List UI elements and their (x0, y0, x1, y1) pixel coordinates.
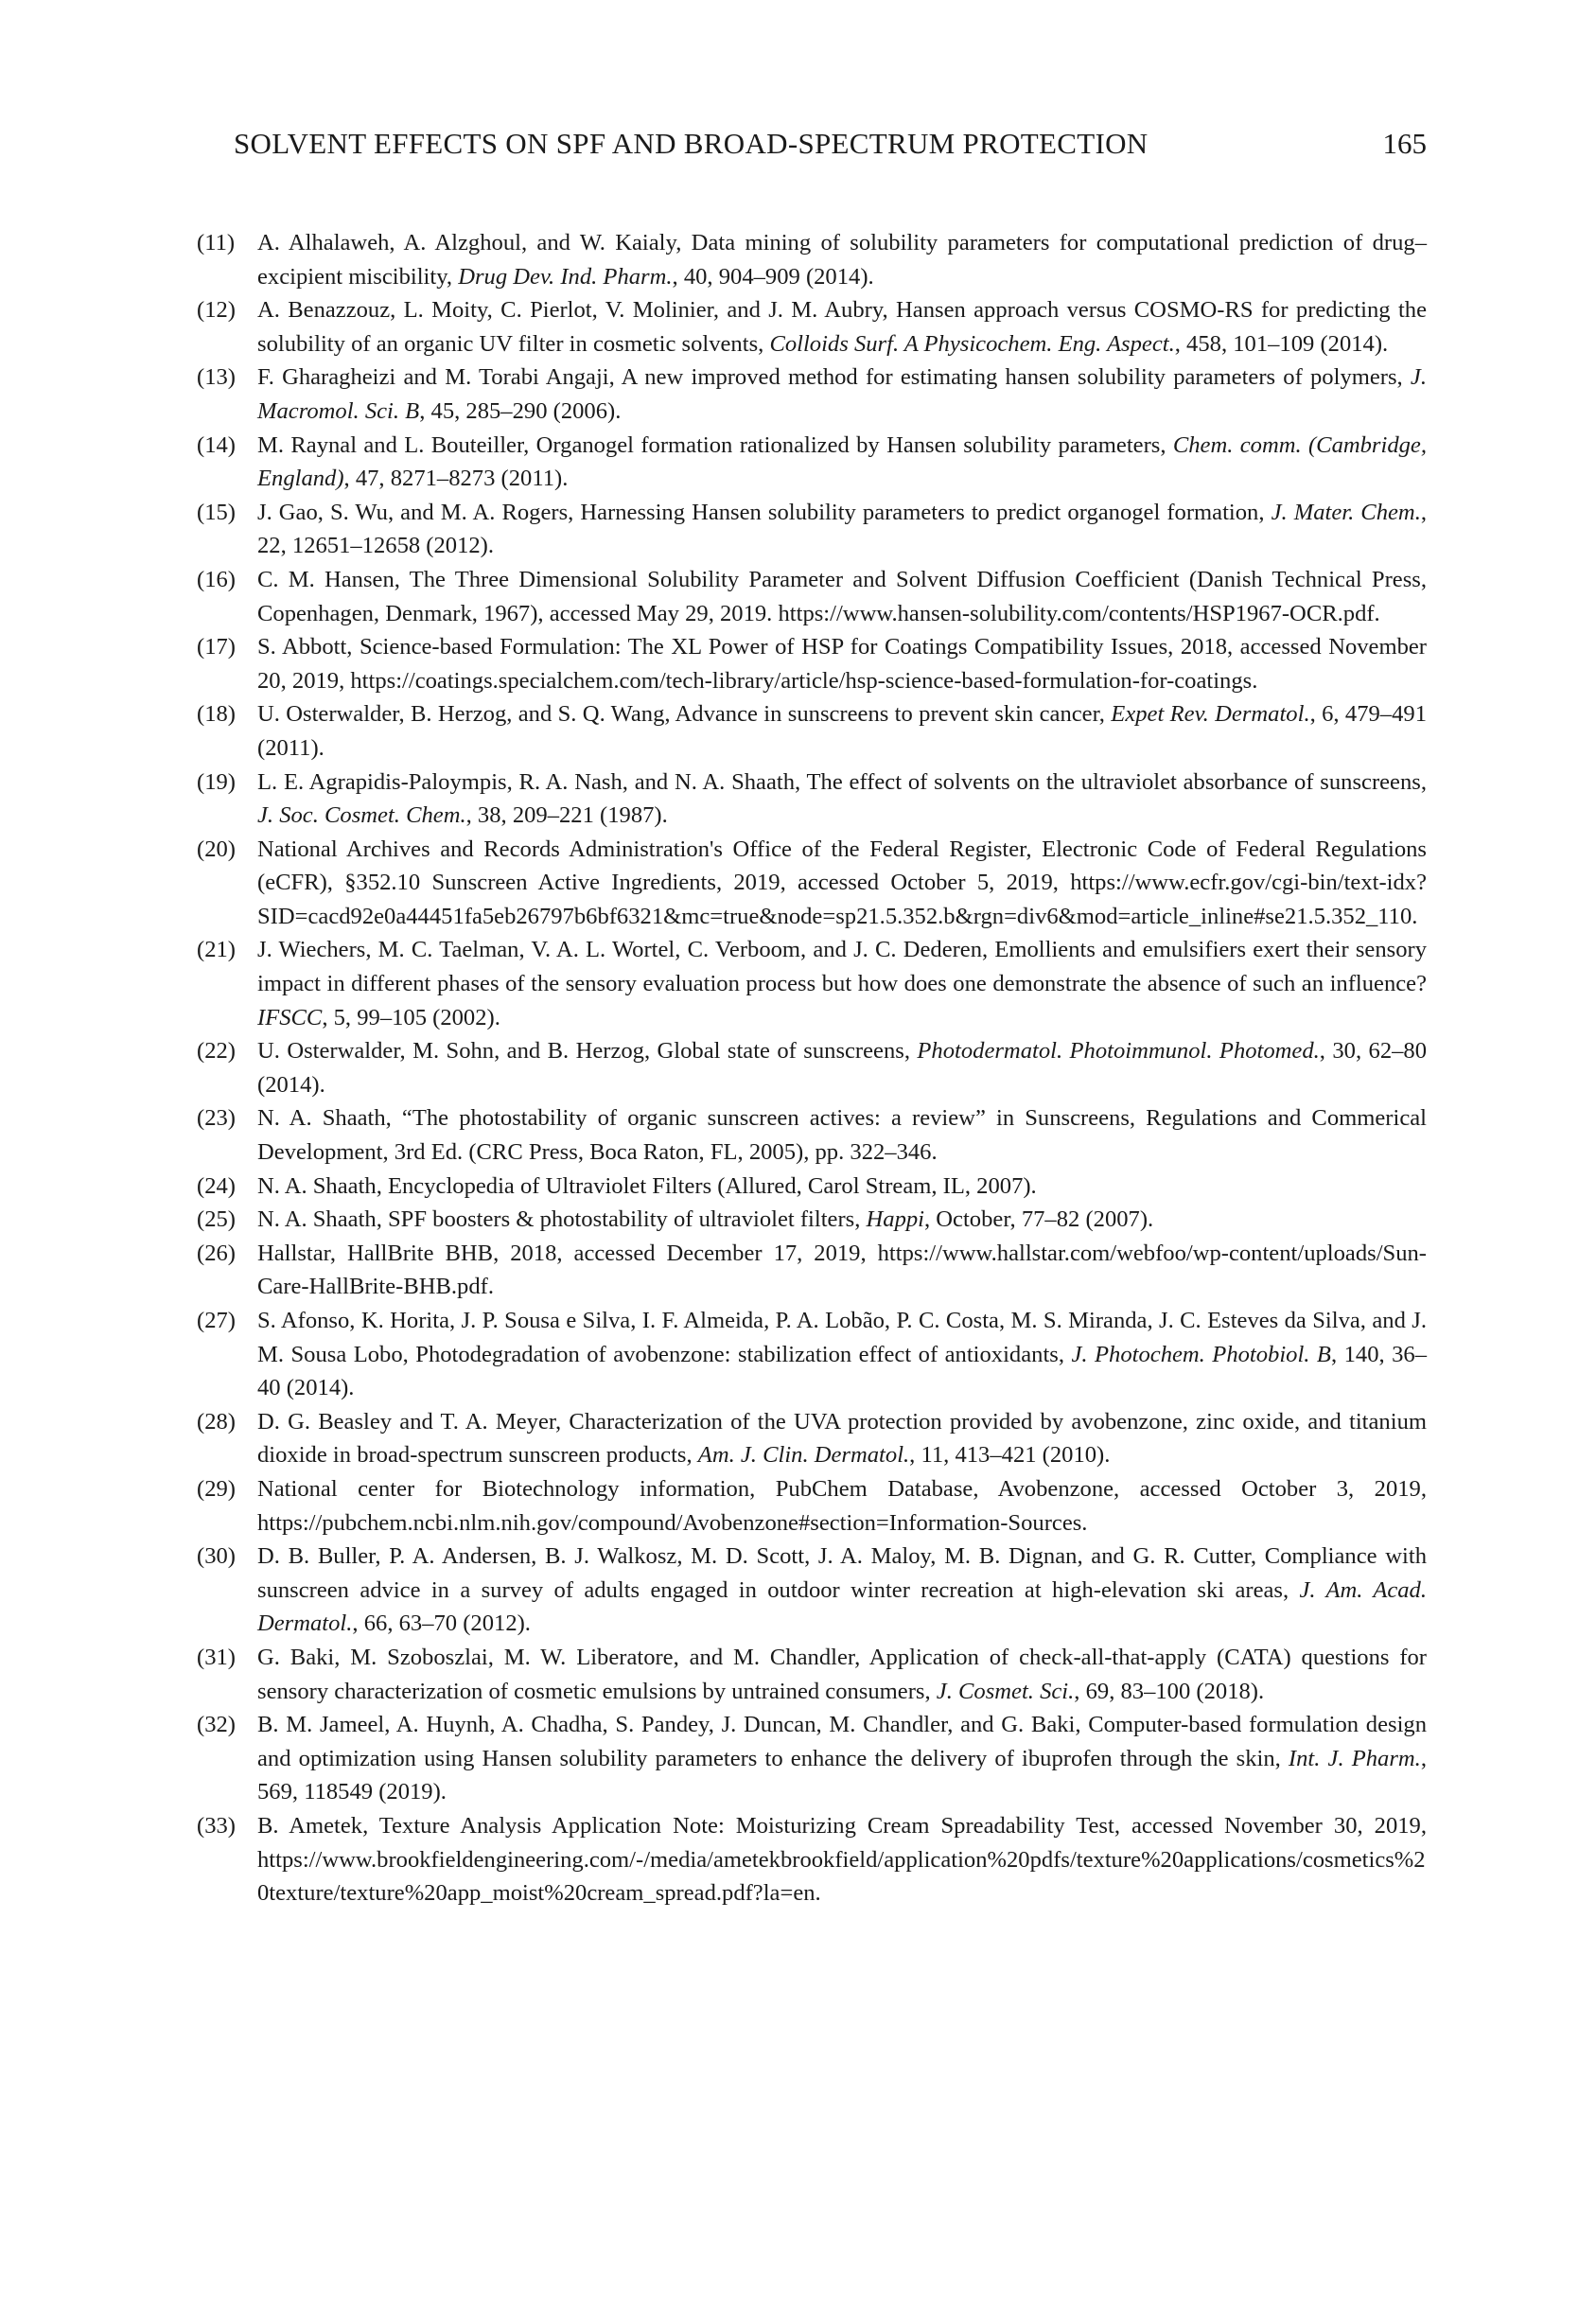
reference-pages-year: , 209–221 (1987). (500, 802, 668, 829)
reference-citation: U. Osterwalder, B. Herzog, and S. Q. Wang, Advance in sunscreens to prevent skin cancer, (257, 701, 1112, 728)
reference-journal: J. Soc. Cosmet. Chem. (257, 802, 466, 829)
reference-text: U. Osterwalder, B. Herzog, and S. Q. Wang, Advance in sunscreens to prevent skin cancer, Expet Rev. Dermatol., 6, 479–491 (2011). (257, 701, 1427, 761)
reference-text (257, 1813, 1427, 1906)
reference-journal: Expet Rev. Dermatol. (1111, 701, 1310, 728)
reference-pages-year: , 83–100 (2018). (1109, 1678, 1265, 1704)
reference-volume: 38 (477, 802, 501, 829)
reference-item (197, 833, 1427, 934)
reference-text (257, 1105, 1427, 1165)
reference-journal: J. Mater. Chem. (1271, 499, 1421, 525)
reference-item (197, 563, 1427, 630)
reference-citation: C. M. Hansen, The Three Dimensional Solubility Parameter and Solvent Diffusion Coefficient (Danish Technical Press, Copenhagen, Denmark, 1967), accessed May 29, 2019. https://www.hansen-solubility.com/contents/HSP1967-OCR.pdf. (257, 566, 1427, 626)
reference-number: (26) (197, 1240, 236, 1266)
reference-journal: Photodermatol. Photoimmunol. Photomed. (917, 1038, 1320, 1065)
reference-text (257, 1206, 1153, 1232)
reference-citation: J. Wiechers, M. C. Taelman, V. A. L. Wortel, C. Verboom, and J. C. Dederen, Emollients and emulsifiers exert their sensory impact in different phases of the sensory evaluation process but how does one demonstrate the absence of such an influence? (257, 937, 1427, 997)
reference-number: (20) (197, 836, 236, 862)
reference-item (197, 630, 1427, 697)
reference-pages-year: , 36–40 (2014). (257, 1341, 1428, 1401)
reference-journal: IFSCC (257, 1004, 323, 1030)
reference-pages-year: , 63–70 (2012). (387, 1611, 531, 1637)
reference-number: (33) (197, 1812, 236, 1839)
reference-citation: G. Baki, M. Szoboszlai, M. W. Liberatore, and M. Chandler, Application of check-all-that-apply (CATA) questions for sensory characterization of cosmetic emulsions by untrained consumers, (257, 1644, 1427, 1704)
reference-pages-year: , 904–909 (2014). (707, 263, 874, 290)
reference-text (257, 1476, 1427, 1536)
reference-item (197, 226, 1427, 293)
reference-number: (28) (197, 1408, 236, 1435)
reference-text: F. Gharagheizi and M. Torabi Angaji, A new improved method for estimating hansen solubility parameters of polymers, J. Macromol. Sci. B, 45, 285–290 (2006). (257, 364, 1427, 424)
reference-text: L. E. Agrapidis-Paloympis, R. A. Nash, and N. A. Shaath, The effect of solvents on the ultraviolet absorbance of sunscreens, J. Soc. Cosmet. Chem., 38, 209–221 (1987). (257, 768, 1427, 829)
reference-item (197, 766, 1427, 833)
reference-citation: U. Osterwalder, M. Sohn, and B. Herzog, Global state of sunscreens, (257, 1038, 918, 1065)
reference-pages-year: , 101–109 (2014). (1220, 330, 1389, 357)
reference-journal: Am. J. Clin. Dermatol. (697, 1442, 910, 1469)
reference-volume: 569 (257, 1779, 292, 1805)
reference-item (197, 1170, 1427, 1204)
reference-item (197, 1708, 1427, 1809)
reference-pages-year: , 118549 (2019). (291, 1779, 447, 1805)
reference-pages-year: , 413–421 (2010). (943, 1442, 1111, 1469)
reference-number: (17) (197, 634, 236, 660)
reference-citation: N. A. Shaath, “The photostability of organic sunscreen actives: a review” in Sunscreens, Regulations and Commerical Development, 3rd Ed. (CRC Press, Boca Raton, FL, 2005), pp. 322–346. (257, 1105, 1427, 1166)
reference-volume: 458 (1186, 330, 1221, 357)
reference-item (197, 496, 1427, 563)
reference-number: (15) (197, 499, 236, 525)
reference-citation: M. Raynal and L. Bouteiller, Organogel formation rationalized by Hansen solubility parameters, (257, 431, 1173, 458)
reference-text: M. Raynal and L. Bouteiller, Organogel formation rationalized by Hansen solubility parameters, Chem. comm. (Cambridge, England), 47, 8271–8273 (2011). (257, 431, 1427, 492)
reference-text (257, 1173, 1037, 1199)
reference-volume: 45 (430, 397, 455, 424)
running-header (234, 127, 1427, 170)
reference-citation: National center for Biotechnology information, PubChem Database, Avobenzone, accessed October 3, 2019, https://pubchem.ncbi.nlm.nih.gov/compound/Avobenzone#section=Information-Sources. (257, 1475, 1427, 1536)
reference-citation: F. Gharagheizi and M. Torabi Angaji, A new improved method for estimating hansen solubility parameters of polymers, (257, 364, 1411, 391)
reference-journal: Drug Dev. Ind. Pharm. (458, 263, 673, 290)
reference-number: (11) (197, 230, 236, 255)
reference-number: (31) (197, 1644, 236, 1670)
reference-pages-year: , 479–491 (2011). (257, 701, 1427, 761)
reference-journal: J. Macromol. Sci. B (257, 364, 1427, 424)
reference-item (197, 1540, 1427, 1641)
reference-item (197, 293, 1427, 361)
reference-number: (30) (197, 1543, 236, 1570)
reference-number: (13) (197, 364, 236, 391)
reference-number: (23) (197, 1105, 236, 1132)
reference-text (257, 836, 1427, 929)
reference-volume: 5 (333, 1004, 345, 1030)
reference-text: J. Wiechers, M. C. Taelman, V. A. L. Wortel, C. Verboom, and J. C. Dederen, Emollients and emulsifiers exert their sensory impact in different phases of the sensory evaluation process but how does one demonstrate the absence of such an influence? IFSCC, 5, 99–105 (2002). (257, 937, 1427, 1030)
reference-number: (21) (197, 937, 236, 963)
reference-text: U. Osterwalder, M. Sohn, and B. Herzog, Global state of sunscreens, Photodermatol. Photoimmunol. Photomed., 30, 62–80 (2014). (257, 1038, 1428, 1098)
reference-journal: Colloids Surf. A Physicochem. Eng. Aspect. (769, 330, 1175, 357)
running-title: SOLVENT EFFECTS ON SPF AND BROAD-SPECTRUM PROTECTION (234, 127, 1149, 160)
reference-volume: 140 (1343, 1341, 1379, 1367)
reference-journal: J. Am. Acad. Dermatol. (257, 1576, 1427, 1637)
reference-number: (14) (197, 431, 236, 458)
reference-text: B. M. Jameel, A. Huynh, A. Chadha, S. Pandey, J. Duncan, M. Chandler, and G. Baki, Computer-based formulation design and optimization using Hansen solubility parameters to enhance the delivery of ibuprofen through the skin, Int. J. Pharm., 569, 118549 (2019). (257, 1712, 1427, 1805)
reference-item (197, 1203, 1427, 1237)
reference-text: A. Alhalaweh, A. Alzghoul, and W. Kaialy, Data mining of solubility parameters for computational prediction of drug–excipient miscibility, Drug Dev. Ind. Pharm., 40, 904–909 (2014). (257, 230, 1427, 290)
reference-pages-year: , 12651–12658 (2012). (280, 533, 495, 559)
reference-volume: 11 (921, 1442, 944, 1469)
reference-journal: Int. J. Pharm. (1288, 1745, 1421, 1771)
reference-number: (18) (197, 701, 236, 728)
reference-text: D. G. Beasley and T. A. Meyer, Characterization of the UVA protection provided by avobenzone, zinc oxide, and titanium dioxide in broad-spectrum sunscreen products, Am. J. Clin. Dermatol., 11, 413–421 (2010). (257, 1408, 1427, 1469)
reference-journal: Chem. comm. (Cambridge, England) (257, 431, 1427, 492)
reference-volume: 66 (363, 1611, 388, 1637)
reference-pages-year: , 285–290 (2006). (454, 397, 622, 424)
reference-number: (16) (197, 566, 236, 592)
reference-volume: 69 (1085, 1678, 1110, 1704)
reference-journal: J. Photochem. Photobiol. B (1071, 1341, 1331, 1367)
reference-text: D. B. Buller, P. A. Andersen, B. J. Walkosz, M. D. Scott, J. A. Maloy, M. B. Dignan, and G. R. Cutter, Compliance with sunscreen advice in a survey of adults engaged in outdoor winter recreation at high-elevation ski areas, J. Am. Acad. Dermatol., 66, 63–70 (2012). (257, 1543, 1427, 1637)
reference-citation: D. B. Buller, P. A. Andersen, B. J. Walkosz, M. D. Scott, J. A. Maloy, M. B. Dignan, and G. R. Cutter, Compliance with sunscreen advice in a survey of adults engaged in outdoor winter recreation at high-elevation ski areas, (257, 1543, 1427, 1603)
reference-citation: S. Abbott, Science-based Formulation: The XL Power of HSP for Coatings Compatibility Issues, 2018, accessed November 20, 2019, https://coatings.specialchem.com/tech-library/article/hsp-science-based-formulation-for-coatings. (257, 634, 1427, 694)
reference-citation: A. Benazzouz, L. Moity, C. Pierlot, V. Molinier, and J. M. Aubry, Hansen approach versus COSMO-RS for predicting the solubility of an organic UV filter in cosmetic solvents, (257, 297, 1427, 357)
reference-volume: 47 (355, 466, 379, 492)
reference-item (197, 1405, 1427, 1472)
reference-citation: J. Gao, S. Wu, and M. A. Rogers, Harnessing Hansen solubility parameters to predict organogel formation, (257, 499, 1272, 525)
reference-volume: 6 (1322, 701, 1334, 728)
reference-item (197, 933, 1427, 1034)
reference-text (257, 634, 1427, 694)
page-number: 165 (1382, 127, 1427, 160)
reference-item (197, 1101, 1427, 1169)
reference-number: (24) (197, 1172, 236, 1199)
reference-text (257, 1241, 1427, 1300)
reference-pages-year: , October, 77–82 (2007). (924, 1206, 1154, 1233)
reference-item (197, 1304, 1427, 1405)
reference-item (197, 361, 1427, 428)
reference-journal: J. Cosmet. Sci. (936, 1678, 1075, 1704)
reference-list (197, 226, 1427, 1910)
reference-item (197, 1472, 1427, 1540)
reference-pages-year: , 62–80 (2014). (257, 1038, 1428, 1098)
reference-citation: B. M. Jameel, A. Huynh, A. Chadha, S. Pandey, J. Duncan, M. Chandler, and G. Baki, Computer-based formulation design and optimization using Hansen solubility parameters to enhance the delivery of ibuprofen through the skin, (257, 1712, 1427, 1771)
reference-item (197, 1034, 1427, 1101)
reference-text: J. Gao, S. Wu, and M. A. Rogers, Harnessing Hansen solubility parameters to predict organogel formation, J. Mater. Chem., 22, 12651–12658 (2012). (257, 499, 1427, 559)
reference-citation: A. Alhalaweh, A. Alzghoul, and W. Kaialy, Data mining of solubility parameters for computational prediction of drug–excipient miscibility, (257, 230, 1427, 290)
reference-item (197, 697, 1427, 765)
reference-pages-year: , 99–105 (2002). (344, 1004, 500, 1030)
reference-citation: L. E. Agrapidis-Paloympis, R. A. Nash, and N. A. Shaath, The effect of solvents on the ultraviolet absorbance of sunscreens, (257, 768, 1427, 795)
reference-volume: 30 (1332, 1038, 1356, 1065)
reference-pages-year: , 8271–8273 (2011). (378, 466, 569, 492)
reference-number: (19) (197, 768, 236, 795)
reference-item (197, 429, 1427, 496)
reference-citation: N. A. Shaath, Encyclopedia of Ultraviolet Filters (Allured, Carol Stream, IL, 2007). (257, 1172, 1037, 1199)
reference-number: (29) (197, 1475, 236, 1502)
reference-volume: 22 (257, 533, 281, 559)
reference-volume: 40 (683, 263, 708, 290)
reference-citation: S. Afonso, K. Horita, J. P. Sousa e Silva, I. F. Almeida, P. A. Lobão, P. C. Costa, M. S. Miranda, J. C. Esteves da Silva, and J. M. Sousa Lobo, Photodegradation of avobenzone: stabilization effect of antioxidants, (257, 1308, 1427, 1367)
reference-citation: D. G. Beasley and T. A. Meyer, Characterization of the UVA protection provided by avobenzone, zinc oxide, and titanium dioxide in broad-spectrum sunscreen products, (257, 1408, 1427, 1469)
reference-item (197, 1809, 1427, 1910)
reference-number: (12) (197, 297, 236, 324)
reference-text: A. Benazzouz, L. Moity, C. Pierlot, V. Molinier, and J. M. Aubry, Hansen approach versus COSMO-RS for predicting the solubility of an organic UV filter in cosmetic solvents, Colloids Surf. A Physicochem. Eng. Aspect., 458, 101–109 (2014). (257, 297, 1427, 357)
reference-citation: N. A. Shaath, SPF boosters & photostability of ultraviolet filters, (257, 1206, 867, 1233)
reference-item (197, 1641, 1427, 1708)
reference-text: S. Afonso, K. Horita, J. P. Sousa e Silva, I. F. Almeida, P. A. Lobão, P. C. Costa, M. S. Miranda, J. C. Esteves da Silva, and J. M. Sousa Lobo, Photodegradation of avobenzone: stabilization effect of antioxidants, J. Photochem. Photobiol. B, 140, 36–40 (2014). (257, 1308, 1428, 1401)
reference-number: (27) (197, 1308, 236, 1333)
reference-text: G. Baki, M. Szoboszlai, M. W. Liberatore, and M. Chandler, Application of check-all-that-apply (CATA) questions for sensory characterization of cosmetic emulsions by untrained consumers, J. Cosmet. Sci., 69, 83–100 (2018). (257, 1644, 1427, 1704)
reference-number: (25) (197, 1206, 236, 1233)
reference-citation: Hallstar, HallBrite BHB, 2018, accessed December 17, 2019, https://www.hallstar.com/webfoo/wp-content/uploads/Sun-Care-HallBrite-BHB.pdf. (257, 1240, 1427, 1300)
reference-text (257, 567, 1427, 626)
reference-journal: Happi (866, 1206, 924, 1233)
reference-citation: National Archives and Records Administration's Office of the Federal Register, Electronic Code of Federal Regulations (eCFR), §352.10 Sunscreen Active Ingredients, 2019, accessed October 5, 2019, https://www.ecfr.gov/cgi-bin/text-idx?SID=cacd92e0a44451fa5eb26797b6bf6321&mc=true&node=sp21.5.352.b&rgn=div6&mod=article_inline#se21.5.352_110. (257, 836, 1427, 929)
reference-citation: B. Ametek, Texture Analysis Application Note: Moisturizing Cream Spreadability Test, accessed November 30, 2019, https://www.brookfieldengineering.com/-/media/ametekbrookfield/application%20pdfs/texture%20applications/cosmetics%20texture/texture%20app_moist%20cream_spread.pdf?la=en. (257, 1812, 1427, 1907)
reference-item (197, 1237, 1427, 1304)
reference-number: (22) (197, 1038, 236, 1065)
reference-number: (32) (197, 1712, 236, 1738)
